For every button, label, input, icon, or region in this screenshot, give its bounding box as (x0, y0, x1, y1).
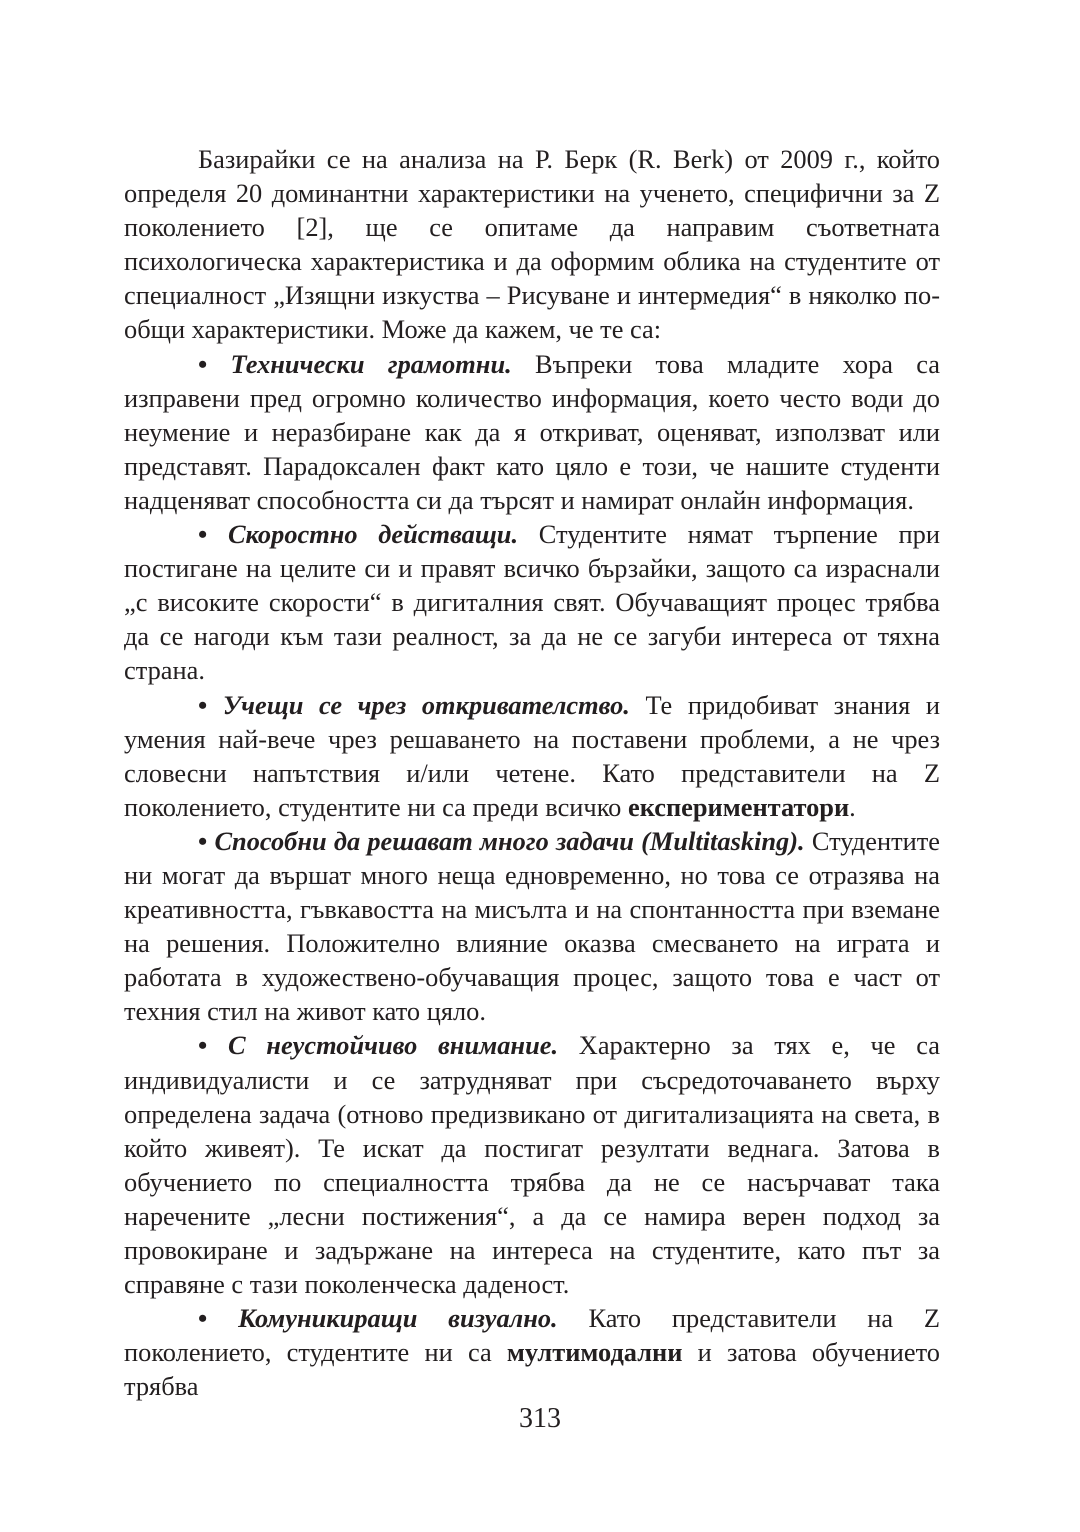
bullet-title: Скоростно действащи. (227, 519, 519, 550)
bullet-marker: • (198, 519, 208, 550)
bullet-marker: • (198, 689, 208, 720)
bold-term: мултимодални (506, 1337, 683, 1368)
bullet-text: Студентите ни могат да вършат много неща едновременно, но това се отразява на креативността, гъвкавостта на мисълта и на спонтанността при вземане на решения. Положително влияние оказва смесването на играта и работата в художествено-обучаващия процес, защото това е част от техния стил на живот като цяло. (124, 825, 940, 1027)
bullet-text: Те придобиват знания и умения най-вече чрез решаването на поставени проблеми, а не чрез словесни напътствия и/или четене. Като представители на Z поколението, студентите ни са преди всичко (124, 689, 940, 822)
bullet-visual-communicators (124, 1301, 940, 1403)
bullet-title: Технически грамотни. (230, 348, 512, 379)
bullet-multitasking (124, 824, 940, 1029)
body-text (124, 142, 940, 1403)
page-number: 313 (519, 1403, 561, 1434)
bullet-title: Учещи се чрез откривателство. (222, 689, 630, 720)
bullet-title: Комуникиращи визуално. (238, 1303, 558, 1334)
bullet-marker: • (198, 1303, 208, 1334)
bullet-unstable-attention (124, 1028, 940, 1301)
bullet-text: Въпреки това младите хора са изправени пред огромно количество информация, което често води до неумение и неразбиране как да я откриват, оценяват, използват или представят. Парадоксален факт като цяло е този, че нашите студенти надценяват способността си да търсят и намират онлайн информация. (124, 348, 941, 515)
intro-paragraph (124, 142, 940, 347)
bullet-text: Характерно за тях е, че са индивидуалисти и се затрудняват при съсредоточаването върху определена задача (отново предизвикано от дигитализацията на света, в който живеят). Те искат да постигат резултати веднага. Затова в обучението по специалността трябва да не се насърчават така наречените „лесни постижения“, а да се намира верен подход за провокиране и задържане на интереса на студентите, като път за справяне с тази поколенческа даденост. (124, 1030, 940, 1300)
bullet-tail: . (849, 791, 856, 822)
bullet-tail: и затова обучението трябва (124, 1337, 941, 1402)
intro-text: Базирайки се на анализа на Р. Берк (R. Berk) от 2009 г., който определя 20 доминантни характеристики на ученето, специфични за Z поколението [2], ще се опитаме да направим съответната психологическа характеристика и да оформим облика на студентите от специалност „Изящни изкуства – Рисуване и интермедия“ в няколко по-общи характеристики. Може да кажем, че те са: (124, 144, 940, 345)
bullet-marker: • (198, 348, 208, 379)
bullet-title: Способни да решават много задачи (Multitasking). (214, 825, 805, 856)
bold-term: експериментатори (627, 791, 850, 822)
bullet-technically-literate (124, 347, 940, 517)
bullet-title: С неустойчиво внимание. (227, 1030, 559, 1061)
bullet-text: Като представители на Z поколението, студентите ни са (124, 1303, 940, 1368)
bullet-text: Студентите нямат търпение при постигане на целите си и правят всичко бързайки, защото са израснали „с високите скорости“ в дигиталния свят. Обучаващият процес трябва да се нагоди към тази реалност, за да не се загуби интереса от тяхна страна. (124, 519, 940, 686)
bullet-fast-acting (124, 517, 940, 687)
bullet-marker: • (198, 825, 208, 856)
bullet-discovery-learners (124, 688, 940, 824)
bullet-marker: • (198, 1030, 208, 1061)
